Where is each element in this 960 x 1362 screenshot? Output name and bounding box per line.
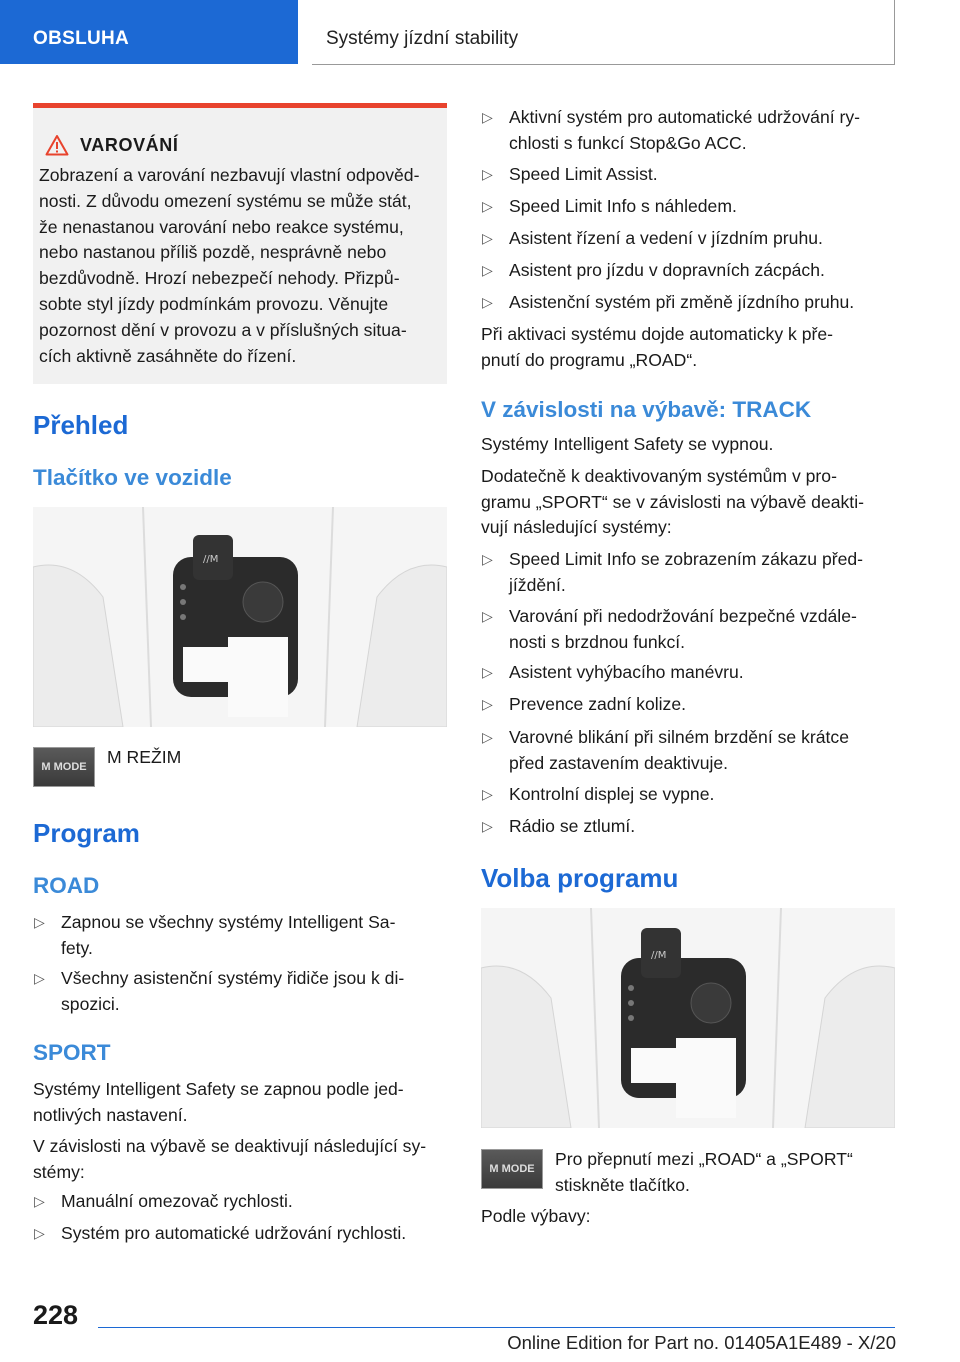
triangle-bullet-icon: ▷ xyxy=(34,1225,45,1241)
list-item: ▷ Speed Limit Assist. xyxy=(481,162,895,188)
list-item: ▷ Asistent vyhýbacího manévru. xyxy=(481,660,895,686)
triangle-bullet-icon: ▷ xyxy=(482,294,493,310)
chapter-title: Systémy jízdní stability xyxy=(326,28,519,49)
heading-prehled: Přehled xyxy=(33,410,129,440)
podle-vybavy: Podle výbavy: xyxy=(481,1206,591,1226)
list-item: ▷ Speed Limit Info s náhledem. xyxy=(481,194,895,220)
track-paragraph-1: Systémy Intelligent Safety se vypnou. xyxy=(481,434,774,454)
triangle-bullet-icon: ▷ xyxy=(482,262,493,278)
footer-edition: Online Edition for Part no. 01405A1E489 - X/20 xyxy=(507,1332,896,1353)
list-item: ▷ Asistenční systém při změně jízdního pruhu. xyxy=(481,290,895,316)
section-tab xyxy=(0,0,298,64)
warning-title: VAROVÁNÍ xyxy=(80,135,179,155)
heading-button-in-vehicle: Tlačítko ve vozidle xyxy=(33,465,232,490)
triangle-bullet-icon: ▷ xyxy=(34,970,45,986)
list-item: ▷ Asistent řízení a vedení v jízdním pruhu. xyxy=(481,226,895,252)
triangle-bullet-icon: ▷ xyxy=(482,230,493,246)
triangle-bullet-icon: ▷ xyxy=(482,664,493,680)
list-item: ▷ Aktivní systém pro automatické udržování ry- chlosti s funkcí Stop&Go ACC. xyxy=(482,107,861,153)
triangle-bullet-icon: ▷ xyxy=(482,551,493,567)
triangle-bullet-icon: ▷ xyxy=(482,608,493,624)
list-item: ▷ Varování při nedodržování bezpečné vzdále- nosti s brzdnou funkcí. xyxy=(482,606,857,652)
triangle-bullet-icon: ▷ xyxy=(482,729,493,745)
triangle-bullet-icon: ▷ xyxy=(34,1193,45,1209)
heading-volba-programu: Volba programu xyxy=(481,863,679,893)
triangle-bullet-icon: ▷ xyxy=(34,914,45,930)
warning-box xyxy=(33,103,447,384)
triangle-bullet-icon: ▷ xyxy=(482,109,493,125)
warning-triangle-icon xyxy=(45,134,69,156)
heading-road: ROAD xyxy=(33,873,100,898)
heading-program: Program xyxy=(33,818,140,848)
list-item: ▷ Všechny asistenční systémy řidiče jsou k di- spozici. xyxy=(34,968,405,1014)
center-console-image xyxy=(33,507,447,727)
list-item: ▷ Rádio se ztlumí. xyxy=(481,814,895,840)
list-item: ▷ Kontrolní displej se vypne. xyxy=(481,782,895,808)
list-item: ▷ Varovné blikání při silném brzdění se krátce před zastavením deaktivuje. xyxy=(482,727,849,773)
sport-paragraph-1: Systémy Intelligent Safety se zapnou podle jed- notlivých nastavení. xyxy=(33,1079,404,1125)
m-mode-button-image-2: M MODE xyxy=(481,1149,543,1189)
footer-divider xyxy=(98,1327,895,1328)
m-mode-button-image: M MODE xyxy=(33,747,95,787)
chapter-header xyxy=(312,0,895,65)
triangle-bullet-icon: ▷ xyxy=(482,696,493,712)
activation-paragraph: Při aktivaci systému dojde automaticky k pře- pnutí do programu „ROAD“. xyxy=(481,324,834,370)
list-item: ▷ Speed Limit Info se zobrazením zákazu před- jíždění. xyxy=(482,549,864,595)
heading-sport: SPORT xyxy=(33,1040,111,1065)
triangle-bullet-icon: ▷ xyxy=(482,166,493,182)
button-caption-2: Pro přepnutí mezi „ROAD“ a „SPORT“ stiskněte tlačítko. xyxy=(555,1149,853,1195)
svg-text://M: //M xyxy=(203,554,219,565)
track-paragraph-2: Dodatečně k deaktivovaným systémům v pro- gramu „SPORT“ se v závislosti na výbavě deakti- vují následující systémy: xyxy=(481,466,864,538)
console-illustration-2 xyxy=(481,908,895,1128)
triangle-bullet-icon: ▷ xyxy=(482,818,493,834)
console-illustration xyxy=(33,507,447,727)
triangle-bullet-icon: ▷ xyxy=(482,786,493,802)
triangle-bullet-icon: ▷ xyxy=(482,198,493,214)
section-title: OBSLUHA xyxy=(33,28,130,49)
svg-text://M: //M xyxy=(651,950,667,961)
list-item: ▷ Systém pro automatické udržování rychlosti. xyxy=(33,1221,447,1247)
list-item: ▷ Zapnou se všechny systémy Intelligent Sa- fety. xyxy=(34,912,396,958)
button-caption: M REŽIM xyxy=(107,747,182,767)
list-item: ▷ Asistent pro jízdu v dopravních zácpách. xyxy=(481,258,895,284)
sport-paragraph-2: V závislosti na výbavě se deaktivují následující sy- stémy: xyxy=(33,1136,427,1182)
center-console-image-2 xyxy=(481,908,895,1128)
heading-track: V závislosti na výbavě: TRACK xyxy=(481,397,812,422)
page-number: 228 xyxy=(33,1300,79,1330)
warning-text: Zobrazení a varování nezbavují vlastní odpověd- nosti. Z důvodu omezení systému se může stát, že nenastanou varování nebo reakce systému, nebo nastanou příliš pozdě, nesprávně nebo bezdůvodně. Hrozí nebezpečí nehody. Přizpů- sobte styl jízdy podmínkám provozu. Věnujte pozornost dění v provozu a v příslušných situa- cích aktivně zasáhněte do řízení. xyxy=(39,165,420,366)
list-item: ▷ Prevence zadní kolize. xyxy=(481,692,895,718)
list-item: ▷ Manuální omezovač rychlosti. xyxy=(33,1189,447,1215)
